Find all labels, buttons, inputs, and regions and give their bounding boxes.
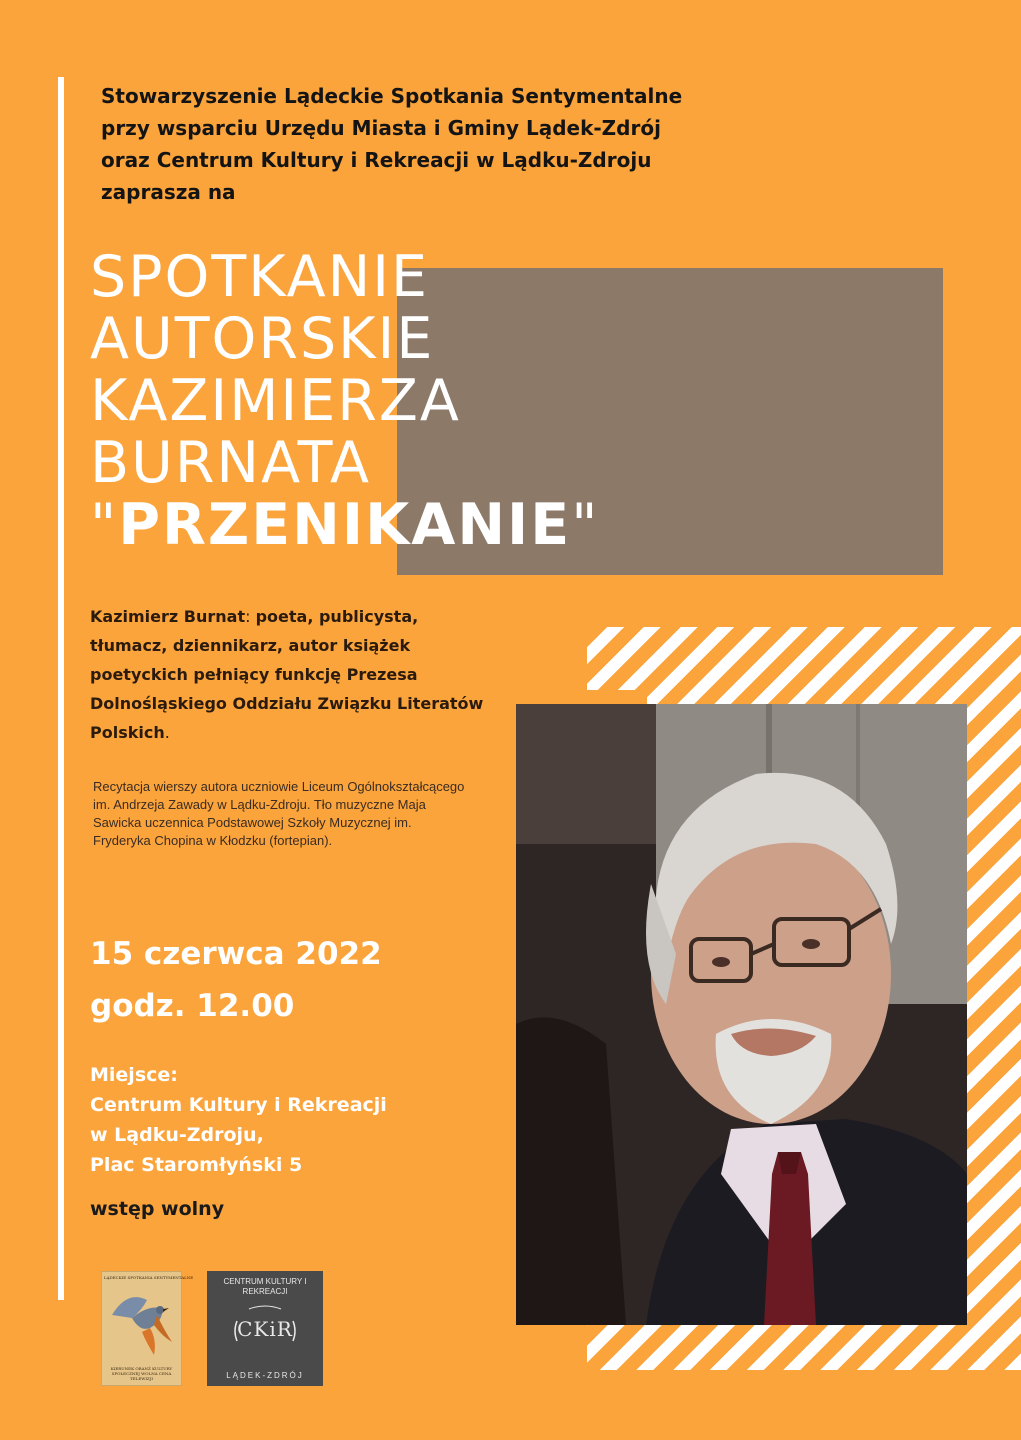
event-datetime <box>90 928 382 1032</box>
entry-info: wstęp wolny <box>90 1198 225 1220</box>
title-line-4: BURNATA <box>90 430 372 496</box>
organizers-block <box>101 80 781 208</box>
bird-logo-icon <box>102 1280 181 1360</box>
author-name: Kazimierz Burnat <box>90 607 246 626</box>
venue-line-2: w Lądku-Zdroju, <box>90 1124 264 1146</box>
venue-line-1: Centrum Kultury i Rekreacji <box>90 1094 387 1116</box>
organizers-line-4: zaprasza na <box>101 180 236 204</box>
title-line-1: SPOTKANIE <box>90 244 430 310</box>
decorative-vertical-line <box>58 77 64 1300</box>
bio-end: . <box>164 723 170 742</box>
title-line-5 <box>90 494 599 556</box>
bio-colon: : <box>245 607 256 626</box>
author-portrait-illustration <box>516 704 967 1325</box>
quote-open: " <box>90 492 119 558</box>
quote-close: " <box>571 492 600 558</box>
venue-line-3: Plac Staromłyński 5 <box>90 1154 303 1176</box>
event-title <box>90 246 599 556</box>
ckir-logo-bottom-text: LĄDEK-ZDRÓJ <box>226 1371 304 1380</box>
venue-label: Miejsce: <box>90 1064 178 1086</box>
lss-logo <box>101 1271 194 1386</box>
bio-text: poeta, publicysta, tłumacz, dziennikarz, autor książek poetyckich pełniący funkcję Prezesa Dolnośląskiego Oddziału Związku Literatów Polskich <box>90 607 484 742</box>
ckir-logo-mark: CKiR <box>237 1317 293 1341</box>
ckir-logo-top-text: CENTRUM KULTURY I REKREACJI <box>223 1277 307 1296</box>
author-bio <box>90 602 500 747</box>
lss-logo-top-text: LĄDECKIE SPOTKANIA SENTYMENTALNE <box>104 1275 194 1280</box>
ckir-logo <box>207 1271 323 1386</box>
venue-block <box>90 1060 387 1180</box>
title-line-3: KAZIMIERZA <box>90 368 461 434</box>
event-time: godz. 12.00 <box>90 988 295 1024</box>
organizers-line-2: przy wsparciu Urzędu Miasta i Gminy Lądek-Zdrój <box>101 116 661 140</box>
program-note: Recytacja wierszy autora uczniowie Liceum Ogólnokształcącego im. Andrzeja Zawady w Lądku-Zdroju. Tło muzyczne Maja Sawicka uczennica Podstawowej Szkoły Muzycznej im. Fryderyka Chopina w Kłodzku (fortepian). <box>93 779 465 848</box>
organizers-line-1: Stowarzyszenie Lądeckie Spotkania Sentymentalne <box>101 84 683 108</box>
title-line-2: AUTORSKIE <box>90 306 435 372</box>
lss-logo-bottom-text: KIERUNEK ORANŻ KULTURY SPOŁECZNEJ WOLNA CENA TELEWIZJI <box>110 1366 173 1381</box>
organizers-line-3: oraz Centrum Kultury i Rekreacji w Lądku-Zdroju <box>101 148 652 172</box>
book-title: PRZENIKANIE <box>118 492 572 558</box>
event-date: 15 czerwca 2022 <box>90 936 382 972</box>
author-photo <box>516 704 967 1325</box>
